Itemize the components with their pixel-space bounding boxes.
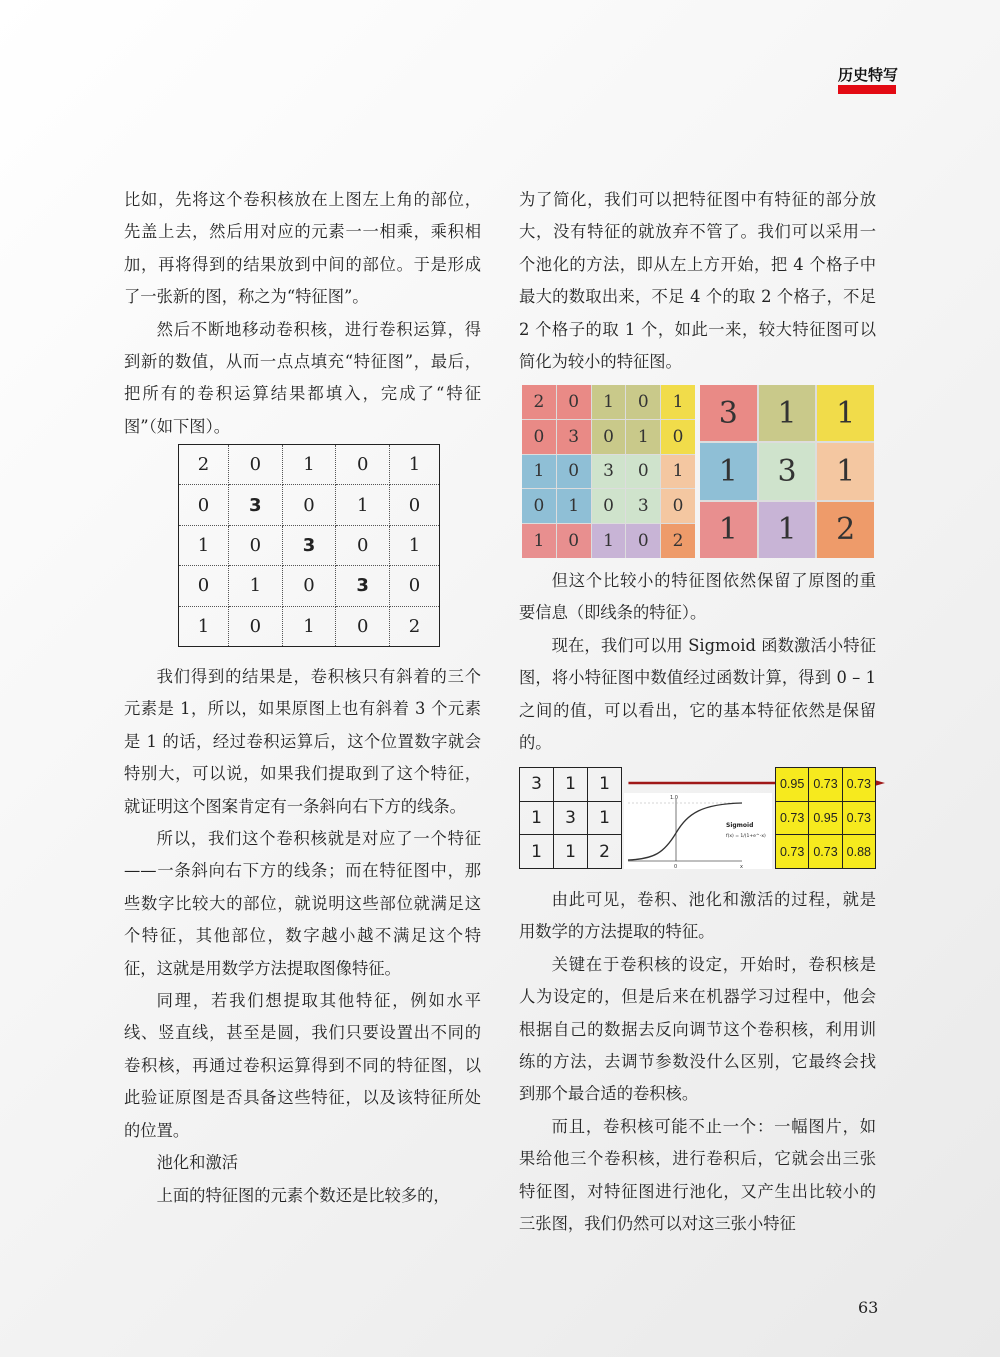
- table-cell: 0: [336, 525, 390, 565]
- x-origin-label: 0: [674, 864, 678, 869]
- table-cell: 2: [179, 445, 229, 485]
- paragraph: 同理，若我们想提取其他特征，例如水平线、竖直线，甚至是圆，我们只要设置出不同的卷积核，再通过卷积运算得到不同的特征图，以此验证原图是否具备这些特征，以及该特征所处的位置。: [124, 991, 481, 1140]
- table-cell: 0: [179, 566, 229, 606]
- table-cell: 1: [336, 485, 390, 525]
- pool-input-cell: 1: [661, 385, 695, 419]
- table-cell: 1: [390, 445, 440, 485]
- pooling-figure: [520, 383, 875, 559]
- pool-input-cell: 1: [626, 420, 660, 454]
- subheading: 池化和激活: [156, 1153, 239, 1173]
- pooling-input-grid: [522, 385, 695, 558]
- table-cell: 0.73: [776, 835, 809, 869]
- table-row: [179, 566, 440, 606]
- paragraph: 而且，卷积核可能不止一个：一幅图片，如果给他三个卷积核，进行卷积后，它就会出三张特征图，对特征图进行池化，又产生出比较小的三张图，我们仍然可以对这三张小特征: [519, 1116, 876, 1234]
- table-cell: 0: [282, 485, 336, 525]
- pool-input-cell: 2: [522, 385, 556, 419]
- pool-output-cell: 1: [700, 443, 757, 499]
- table-cell: 0.88: [842, 835, 875, 869]
- pool-input-cell: 1: [661, 455, 695, 489]
- x-axis-label: x: [740, 864, 743, 869]
- table-cell: 1: [179, 606, 229, 646]
- pool-output-cell: 1: [817, 385, 874, 441]
- table-cell: 3: [520, 768, 554, 802]
- paragraph: 关键在于卷积核的设定，开始时，卷积核是人为设定的，但是后来在机器学习过程中，他会根据自己的数据去反向调节这个卷积核，利用训练的方法，去调节参数没什么区别，它最终会找到那个最合适的卷积核。: [519, 954, 876, 1104]
- table-cell: 3: [282, 525, 336, 565]
- table-cell: 1: [554, 835, 588, 869]
- table-cell: 0: [228, 606, 282, 646]
- table-cell: 1: [554, 768, 588, 802]
- table-cell: 3: [228, 485, 282, 525]
- pool-input-cell: 1: [522, 524, 556, 558]
- table-cell: 2: [390, 606, 440, 646]
- pool-input-cell: 0: [626, 455, 660, 489]
- feature-map-table: [178, 444, 440, 647]
- right-column-bottom: [519, 884, 876, 1240]
- table-cell: 2: [588, 835, 622, 869]
- table-row: [776, 768, 876, 802]
- paragraph: 比如，先将这个卷积核放在上图左上角的部位，先盖上去，然后用对应的元素一一相乘，乘积相加，再将得到的结果放到中间的部位。于是形成了一张新的图，称之为“特征图”。: [124, 190, 481, 307]
- pool-input-cell: 1: [592, 524, 626, 558]
- pool-input-cell: 0: [557, 455, 591, 489]
- paragraph: 但这个比较小的特征图依然保留了原图的重要信息（即线条的特征）。: [519, 571, 876, 623]
- pool-input-cell: 3: [592, 455, 626, 489]
- table-cell: 0.73: [842, 768, 875, 802]
- pool-input-cell: 0: [557, 524, 591, 558]
- table-cell: 0.73: [776, 801, 809, 835]
- pool-input-cell: 1: [522, 455, 556, 489]
- pool-input-cell: 0: [592, 420, 626, 454]
- table-cell: 0.73: [809, 835, 842, 869]
- table-cell: 0.73: [809, 768, 842, 802]
- table-cell: 0: [179, 485, 229, 525]
- table-cell: 1: [520, 835, 554, 869]
- left-column-bottom: [124, 661, 481, 1212]
- table-cell: 1: [282, 445, 336, 485]
- pool-input-cell: 0: [522, 489, 556, 523]
- pool-input-cell: 1: [592, 385, 626, 419]
- paragraph: 由此可见，卷积、池化和激活的过程，就是用数学的方法提取的特征。: [519, 890, 876, 942]
- table-cell: 0: [390, 485, 440, 525]
- table-cell: 1: [588, 801, 622, 835]
- table-cell: 1: [390, 525, 440, 565]
- paragraph: 所以，我们这个卷积核就是对应了一个特征——一条斜向右下方的线条；而在特征图中，那些数字比较大的部位，就说明这些部位就满足这个特征，其他部位，数字越小越不满足这个特征，这就是用数学方法提取图像特征。: [124, 829, 481, 978]
- table-cell: 3: [336, 566, 390, 606]
- right-column-middle: [519, 565, 876, 759]
- table-row: [520, 835, 622, 869]
- pool-output-cell: 1: [759, 502, 816, 558]
- table-row: [179, 525, 440, 565]
- pool-output-cell: 1: [817, 443, 874, 499]
- paragraph: 然后不断地移动卷积核，进行卷积运算，得到新的数值，从而一点点填充“特征图”，最后，把所有的卷积运算结果都填入，完成了“特征图”（如下图）。: [124, 319, 481, 436]
- pool-input-cell: 0: [626, 385, 660, 419]
- table-cell: 1: [282, 606, 336, 646]
- table-cell: 0.95: [809, 801, 842, 835]
- table-cell: 3: [554, 801, 588, 835]
- pool-output-cell: 1: [759, 385, 816, 441]
- pool-input-cell: 3: [626, 489, 660, 523]
- table-cell: 1: [179, 525, 229, 565]
- table-row: [179, 485, 440, 525]
- page-number: 63: [858, 1298, 879, 1317]
- table-cell: 0.95: [776, 768, 809, 802]
- pool-input-cell: 0: [626, 524, 660, 558]
- table-row: [520, 768, 622, 802]
- table-row: [776, 801, 876, 835]
- pool-input-cell: 0: [522, 420, 556, 454]
- pool-input-cell: 1: [557, 489, 591, 523]
- left-column-top: [124, 184, 481, 443]
- table-row: [179, 606, 440, 646]
- paragraph: 上面的特征图的元素个数还是比较多的，: [156, 1185, 450, 1205]
- pool-input-cell: 3: [557, 420, 591, 454]
- paragraph: 为了简化，我们可以把特征图中有特征的部分放大，没有特征的就放弃不管了。我们可以采用一个池化的方法，即从左上方开始，把 4 个格子中最大的数取出来，不足 4 个的取 2 个格子，不足 2 个格子的取 1 个，如此一来，较大特征图可以简化为较小的特征图。: [519, 190, 876, 372]
- table-cell: 0: [228, 445, 282, 485]
- sigmoid-curve-plot: [624, 793, 772, 869]
- table-row: [179, 445, 440, 485]
- paragraph: 我们得到的结果是，卷积核只有斜着的三个元素是 1，所以，如果原图上也有斜着 3 个元素是 1 的话，经过卷积运算后，这个位置数字就会特别大，可以说，如果我们提取到了这个特征，就证明这个图案肯定有一条斜向右下方的线条。: [124, 667, 481, 816]
- pool-output-cell: 3: [759, 443, 816, 499]
- sigmoid-output-table: [775, 767, 876, 869]
- table-cell: 1: [588, 768, 622, 802]
- sigmoid-label: Sigmoid: [726, 822, 754, 829]
- section-accent-bar: [838, 85, 896, 94]
- pool-input-cell: 0: [592, 489, 626, 523]
- table-cell: 1: [520, 801, 554, 835]
- table-cell: 0: [228, 525, 282, 565]
- pool-output-cell: 2: [817, 502, 874, 558]
- table-row: [520, 801, 622, 835]
- pool-input-cell: 2: [661, 524, 695, 558]
- table-row: [776, 835, 876, 869]
- paragraph: 现在，我们可以用 Sigmoid 函数激活小特征图，将小特征图中数值经过函数计算，得到 0 – 1 之间的值，可以看出，它的基本特征依然是保留的。: [519, 635, 876, 753]
- section-title: 历史特写: [838, 66, 899, 84]
- table-cell: 0: [336, 445, 390, 485]
- sigmoid-input-table: [519, 767, 622, 869]
- table-cell: 0: [336, 606, 390, 646]
- table-cell: 0.73: [842, 801, 875, 835]
- sigmoid-figure: [519, 765, 877, 871]
- table-cell: 1: [228, 566, 282, 606]
- pool-output-cell: 3: [700, 385, 757, 441]
- pool-output-cell: 1: [700, 502, 757, 558]
- table-cell: 0: [282, 566, 336, 606]
- pooling-output-grid: [700, 385, 874, 558]
- ytick-label: 1.0: [670, 795, 678, 801]
- sigmoid-formula: f(x) = 1/(1+e^-x): [726, 834, 766, 839]
- table-cell: 0: [390, 566, 440, 606]
- pool-input-cell: 0: [661, 489, 695, 523]
- right-column-top: [519, 184, 876, 378]
- pool-input-cell: 0: [661, 420, 695, 454]
- pool-input-cell: 0: [557, 385, 591, 419]
